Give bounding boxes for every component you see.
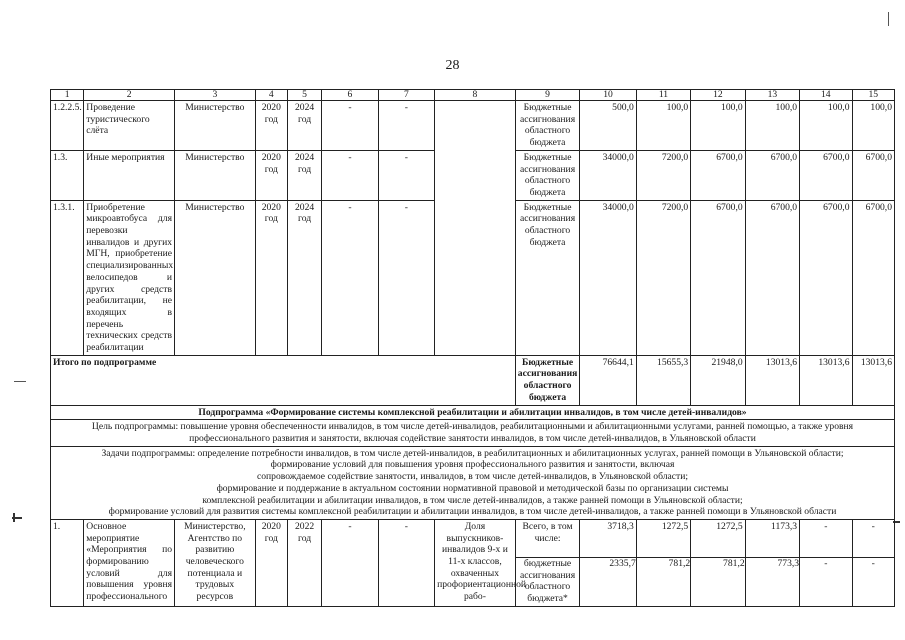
value-total-budget: 2335,7 <box>580 557 635 570</box>
header-cell: 5 <box>287 90 321 101</box>
total-value-total: 76644,1 <box>580 355 636 405</box>
header-cell: 9 <box>515 90 580 101</box>
subprogram-tasks-row <box>51 446 895 519</box>
row-number: 1.2.2.5. <box>51 101 84 151</box>
value-2020: 100,0 <box>636 101 690 151</box>
funding-source-total: Всего, в том числе: <box>522 520 573 544</box>
value-total: 34000,0 <box>580 200 636 355</box>
header-cell: 12 <box>691 90 745 101</box>
value-2022-budget: 773,3 <box>746 557 799 570</box>
col7-value: - <box>378 101 434 151</box>
value-2021 <box>691 519 745 606</box>
program-table <box>50 89 895 607</box>
executor: Министерство <box>175 150 256 200</box>
value-2021: 100,0 <box>691 101 745 151</box>
total-value-2023: 13013,6 <box>800 355 852 405</box>
col6-value: - <box>322 200 378 355</box>
executor: Министерство <box>175 200 256 355</box>
header-cell: 3 <box>175 90 256 101</box>
col6-value: - <box>322 101 378 151</box>
start-year: 2020 год <box>255 101 287 151</box>
value-2021: 6700,0 <box>691 200 745 355</box>
total-value-2022: 13013,6 <box>745 355 799 405</box>
value-2024 <box>852 519 895 606</box>
scan-mark <box>14 381 26 382</box>
total-value-2024: 13013,6 <box>852 355 895 405</box>
value-2024-budget: - <box>853 557 895 570</box>
value-2021: 6700,0 <box>691 150 745 200</box>
subprogram-tasks <box>51 446 895 519</box>
value-total: 500,0 <box>580 101 636 151</box>
header-cell: 8 <box>435 90 516 101</box>
funding-source: Бюджетные ассигнования областного бюджета <box>515 101 580 151</box>
total-value-2021: 21948,0 <box>691 355 745 405</box>
value-2024: 6700,0 <box>852 200 895 355</box>
funding-source: Бюджетные ассигнования областного бюджета <box>515 150 580 200</box>
value-2020-budget: 781,2 <box>637 557 690 570</box>
table-row <box>51 101 895 151</box>
scan-mark <box>13 513 15 522</box>
value-2024-all: - <box>871 520 875 532</box>
col6-value: - <box>322 150 378 200</box>
col6-value: - <box>322 519 378 606</box>
subprogram-goal-row <box>51 420 895 446</box>
value-2023: 6700,0 <box>800 150 852 200</box>
page-number: 28 <box>445 58 460 73</box>
task-line: комплексной реабилитации и абилитации инвалидов, в том числе детей-инвалидов, а также ранней помощи в Ульяновской области; <box>202 494 743 506</box>
table-row <box>51 519 895 606</box>
start-year: 2020 год <box>255 200 287 355</box>
header-cell: 15 <box>852 90 895 101</box>
total-row <box>51 355 895 405</box>
task-line: формирование условий для повышения уровня профессионального развития и занятости, включая <box>270 459 675 471</box>
funding-source-budget: бюджетные ассигнования областного бюджета* <box>516 557 580 605</box>
subprogram-title-row <box>51 405 895 420</box>
value-2020 <box>636 519 690 606</box>
value-2023-budget: - <box>800 557 851 570</box>
value-total <box>580 519 636 606</box>
header-cell: 14 <box>800 90 852 101</box>
value-2023-all: - <box>824 520 828 532</box>
indicator-cell: Доля выпускников- инвалидов 9-х и 11-х классов, охваченных профориентационной рабо- <box>435 519 516 606</box>
header-cell: 4 <box>255 90 287 101</box>
activity-name: Основное мероприятие «Мероприятия по формированию условий для повышения уровня профессионального <box>84 519 175 606</box>
value-2023: 100,0 <box>800 101 852 151</box>
header-row <box>51 90 895 101</box>
subprogram-title: Подпрограмма «Формирование системы комплексной реабилитации и абилитации инвалидов, в том числе детей-инвалидов» <box>51 405 895 420</box>
value-total: 34000,0 <box>580 150 636 200</box>
task-line: сопровождаемое содействие занятости, инвалидов, в том числе детей-инвалидов, в Ульяновской области; <box>256 471 689 483</box>
row-number: 1.3. <box>51 150 84 200</box>
task-line: формирование и поддержание в актуальном состоянии нормативной правовой и методической базы по организации системы <box>216 482 729 494</box>
task-line: формирование условий для развития системы комплексной реабилитации и абилитации инвалидов, в том числе детей-инвалидов, а также ранней помощи в Ульяновской области <box>108 506 837 518</box>
value-2023: 6700,0 <box>800 200 852 355</box>
value-2020: 7200,0 <box>636 150 690 200</box>
activity-name: Иные мероприятия <box>84 150 175 200</box>
value-total-all: 3718,3 <box>607 520 634 532</box>
value-2022: 6700,0 <box>745 150 799 200</box>
header-cell: 11 <box>636 90 690 101</box>
end-year: 2024 год <box>287 200 321 355</box>
value-2022: 100,0 <box>745 101 799 151</box>
col7-value: - <box>378 519 434 606</box>
start-year: 2020 год <box>255 519 287 606</box>
value-2022: 6700,0 <box>745 200 799 355</box>
executor: Министерство <box>175 101 256 151</box>
end-year: 2024 год <box>287 101 321 151</box>
value-2024: 6700,0 <box>852 150 895 200</box>
funding-source <box>515 519 580 606</box>
col7-value: - <box>378 150 434 200</box>
header-cell: 10 <box>580 90 636 101</box>
subprogram-goal: Цель подпрограммы: повышение уровня обеспеченности инвалидов, в том числе детей-инвалидов, реабилитационными и абилитационными услугами, ранней помощью, а также уровня профессионального развития и занятости, включая содействие занятости инвалидов, в том числе детей-инвалидов, в Ульяновской области <box>51 420 895 446</box>
total-value-2020: 15655,3 <box>636 355 690 405</box>
value-2020-all: 1272,5 <box>661 520 689 532</box>
value-2021-budget: 781,2 <box>691 557 744 570</box>
header-cell: 1 <box>51 90 84 101</box>
col7-value: - <box>378 200 434 355</box>
value-2022-all: 1173,3 <box>771 520 798 532</box>
total-funding-source: Бюджетные ассигнования областного бюджета <box>515 355 580 405</box>
header-cell: 13 <box>745 90 799 101</box>
header-cell: 7 <box>378 90 434 101</box>
header-cell: 2 <box>84 90 175 101</box>
value-2022 <box>745 519 799 606</box>
end-year: 2022 год <box>287 519 321 606</box>
value-2020: 7200,0 <box>636 200 690 355</box>
value-2024: 100,0 <box>852 101 895 151</box>
value-2023 <box>800 519 852 606</box>
activity-name: Проведение туристического слёта <box>84 101 175 151</box>
funding-source: Бюджетные ассигнования областного бюджета <box>515 200 580 355</box>
end-year: 2024 год <box>287 150 321 200</box>
row-number: 1. <box>51 519 84 606</box>
scan-mark <box>888 12 889 26</box>
indicator-cell <box>435 101 516 356</box>
task-line: Задачи подпрограммы: определение потребности инвалидов, в том числе детей-инвалидов, в реабилитационных и абилитационных услугах, ранней помощи в Ульяновской области; <box>101 447 844 459</box>
total-label: Итого по подпрограмме <box>51 355 516 405</box>
row-number: 1.3.1. <box>51 200 84 355</box>
activity-name: Приобретение микроавтобуса для перевозки инвалидов и других МГН, приобретение специализированных велосипедов и других средств реабилитации, не входящих в перечень технических средств реабилитации <box>84 200 175 355</box>
start-year: 2020 год <box>255 150 287 200</box>
executor: Министерство, Агентство по развитию человеческого потенциала и трудовых ресурсов <box>175 519 256 606</box>
value-2021-all: 1272,5 <box>716 520 743 532</box>
header-cell: 6 <box>322 90 378 101</box>
